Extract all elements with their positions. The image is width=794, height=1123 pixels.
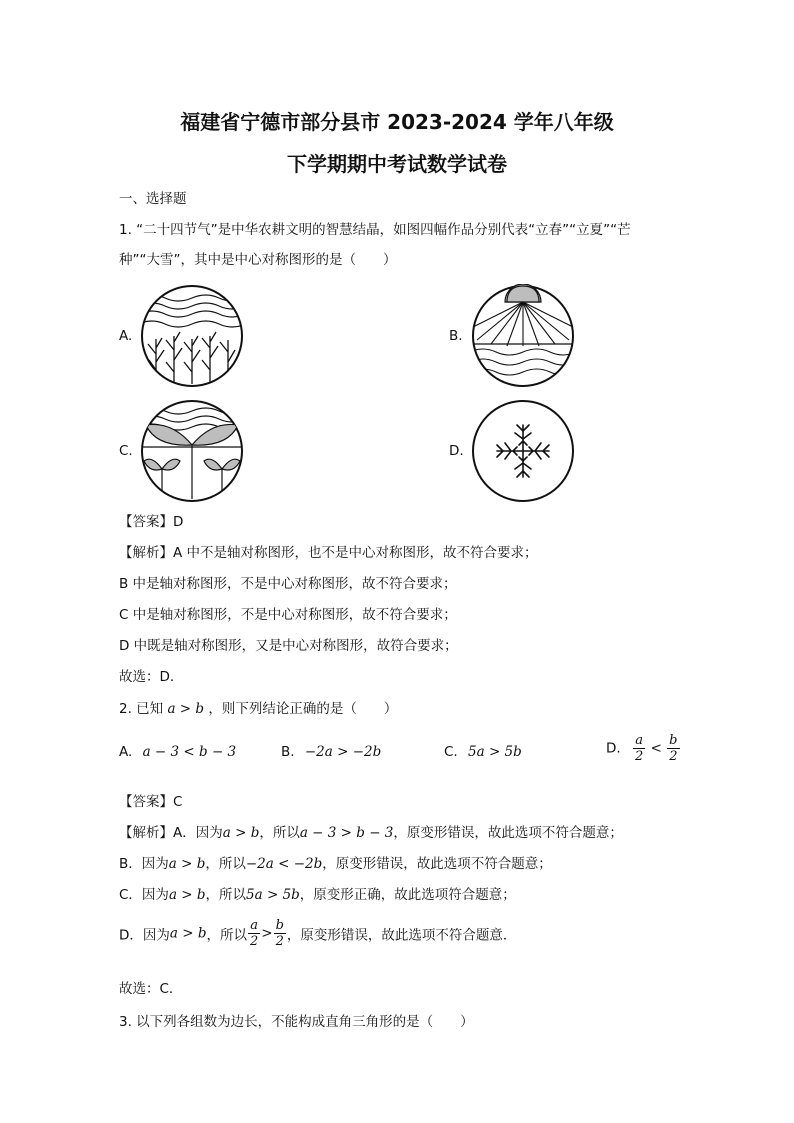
fraction-denominator: 2 (250, 934, 259, 949)
q2-stem-prefix: 2. 已知 (119, 701, 164, 717)
q2-option-b-math: −2a > −2b (304, 744, 382, 760)
q2-conclusion: 故选：C． (119, 981, 183, 997)
math-expression: −2a < −2b (245, 856, 323, 872)
q2-option-d-right-fraction (667, 733, 679, 764)
figure-b-lixia (469, 284, 577, 388)
q2-option-d (606, 733, 681, 764)
figure-a-lichun (138, 284, 246, 388)
q2-option-a-label: A. (119, 744, 133, 760)
q2-option-b-label: B. (281, 744, 295, 760)
text: ，原变形正确，故此选项符合题意； (299, 887, 516, 903)
q1-analysis-line-4: D 中既是轴对称图形，又是中心对称图形，故符合要求； (119, 638, 458, 654)
math-expression: a > b (168, 856, 206, 872)
text: C．因为 (119, 887, 169, 903)
q2-option-d-left-fraction (633, 733, 645, 764)
title-line-2: 下学期期中考试数学试卷 (287, 152, 507, 176)
math-expression: a > b (222, 825, 260, 841)
text: ，所以 (205, 856, 246, 872)
q2-answer: 【答案】C (119, 794, 183, 810)
math-expression: 5a > 5b (246, 887, 300, 903)
text: 【解析】A．因为 (119, 825, 223, 841)
q2-stem-condition: a > b (167, 701, 205, 717)
fraction (274, 918, 286, 949)
fraction-denominator: 2 (669, 749, 678, 764)
text: ，原变形错误，故此选项不符合题意； (322, 856, 552, 872)
q2-option-d-operator: < (650, 740, 662, 757)
q2-option-b (281, 744, 381, 760)
q1-option-b-label: B. (449, 328, 463, 344)
q1-analysis-line-3: C 中是轴对称图形，不是中心对称图形，故不符合要求； (119, 607, 457, 623)
math-expression: a − 3 > b − 3 (299, 825, 394, 841)
q2-analysis-a (119, 821, 623, 841)
fraction-denominator: 2 (275, 934, 284, 949)
math-operator: > (261, 925, 273, 942)
text: ，所以 (206, 927, 247, 944)
fraction-numerator: b (669, 733, 678, 748)
q1-analysis-line-2: B 中是轴对称图形，不是中心对称图形，故不符合要求； (119, 576, 457, 592)
section-heading: 一、选择题 (119, 191, 187, 207)
fraction-numerator: b (275, 918, 284, 933)
figure-d-daxue (469, 399, 577, 503)
q2-option-c-math: 5a > 5b (468, 744, 522, 760)
q3-stem: 3. 以下列各组数为边长，不能构成直角三角形的是（ ） (119, 1014, 474, 1030)
text: D．因为 (119, 927, 170, 944)
figure-c-mangzhong (138, 399, 246, 503)
text: ，原变形错误，故此选项不符合题意； (393, 825, 623, 841)
q1-stem-line-1: 1. “二十四节气”是中华农耕文明的智慧结晶，如图四幅作品分别代表“立春”“立夏”“芒 (119, 222, 631, 238)
q2-option-d-label: D. (606, 740, 621, 757)
q1-option-a-label: A. (119, 328, 133, 344)
math-expression: a > b (169, 925, 207, 942)
math-expression: a > b (168, 887, 206, 903)
text: ，所以 (205, 887, 247, 903)
q2-option-c-label: C. (444, 744, 458, 760)
title-line-1: 福建省宁德市部分县市 2023-2024 学年八年级 (180, 110, 614, 134)
fraction-numerator: a (250, 918, 259, 933)
text: ，原变形错误，故此选项不符合题意． (286, 927, 517, 944)
q1-option-c-label: C. (119, 443, 133, 459)
q2-option-c (444, 744, 522, 760)
q2-option-a (119, 744, 236, 760)
q2-stem-suffix: ，则下列结论正确的是（ ） (208, 701, 398, 717)
fraction-numerator: a (635, 733, 643, 748)
q1-option-d-label: D. (449, 443, 464, 459)
text: ，所以 (259, 825, 300, 841)
q2-analysis-d (119, 918, 516, 949)
q2-stem (119, 697, 397, 717)
q1-analysis-line-1: 【解析】A 中不是轴对称图形，也不是中心对称图形，故不符合要求； (119, 545, 538, 561)
text: B．因为 (119, 856, 169, 872)
q2-analysis-c (119, 883, 516, 903)
q1-answer: 【答案】D (119, 514, 184, 530)
q2-option-a-math: a − 3 < b − 3 (142, 744, 237, 760)
q2-analysis-b (119, 852, 552, 872)
fraction-denominator: 2 (634, 749, 644, 764)
fraction (248, 918, 260, 949)
q1-stem-line-2: 种”“大雪”，其中是中心对称图形的是（ ） (119, 252, 397, 268)
q1-conclusion: 故选：D． (119, 669, 184, 685)
